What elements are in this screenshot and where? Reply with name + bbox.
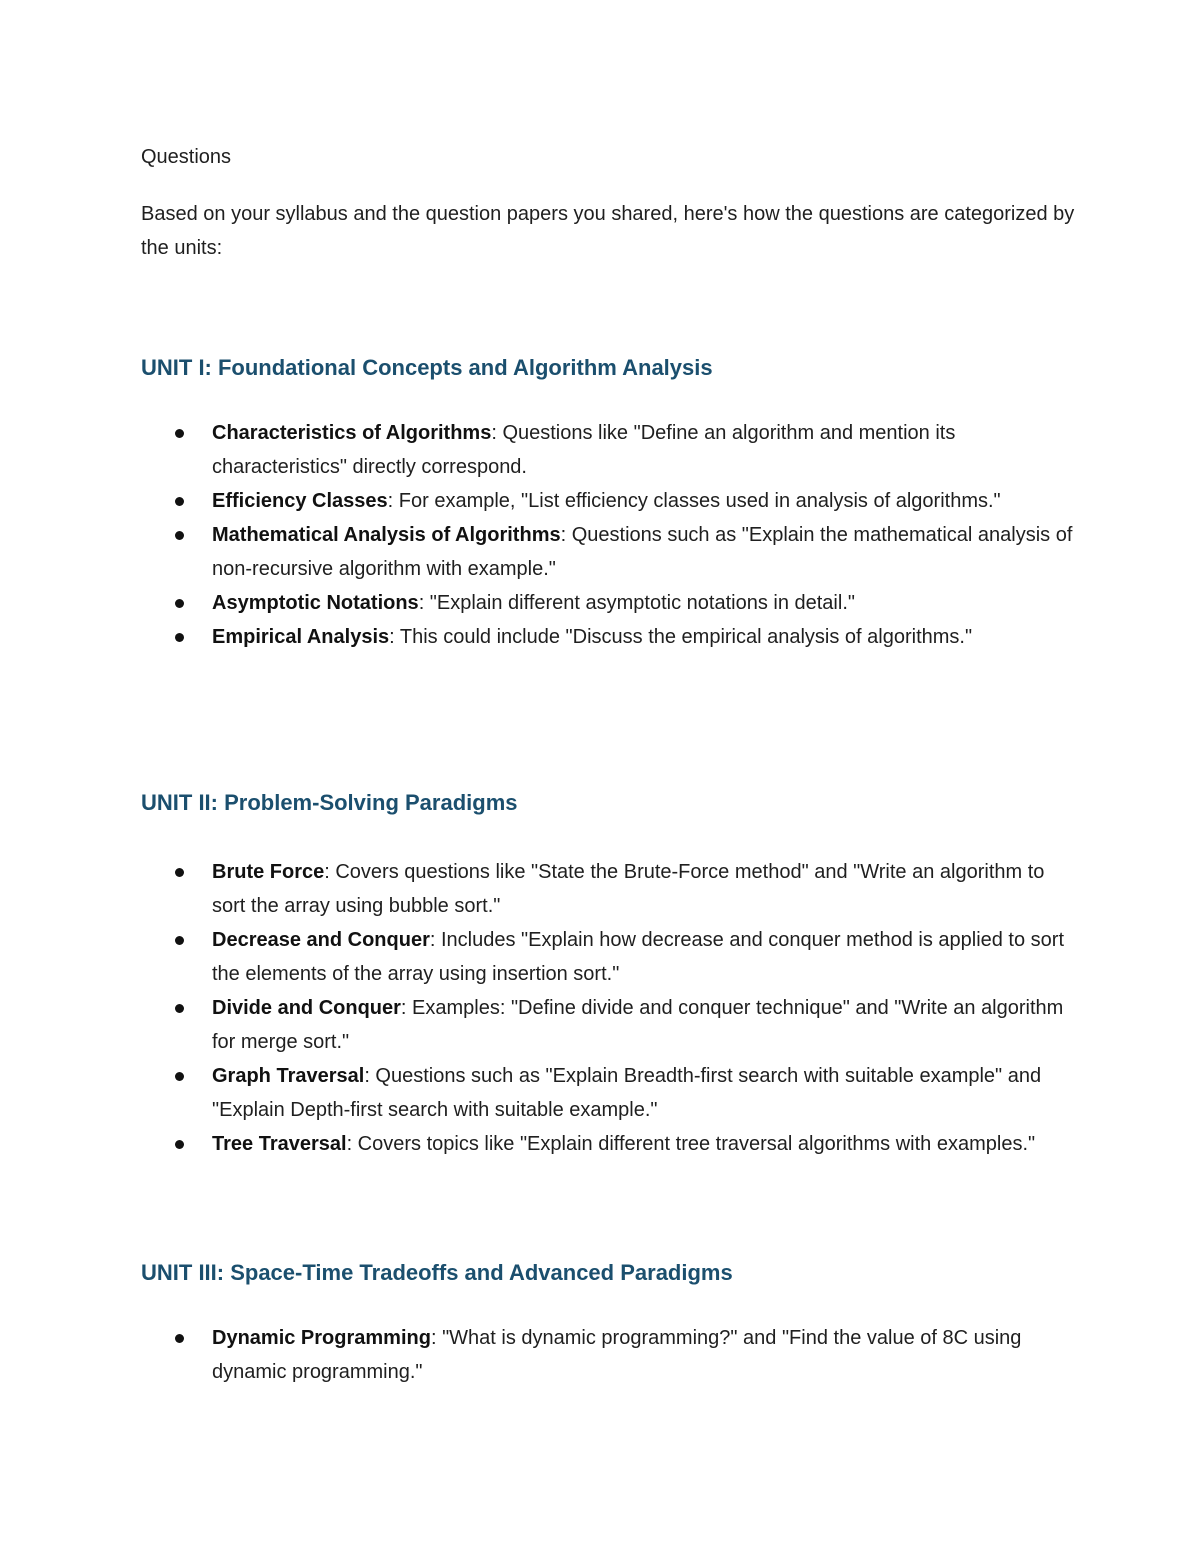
item-term: Tree Traversal [212,1133,347,1155]
unit-3-section [141,1258,1081,1389]
bullet-icon [175,868,184,877]
unit-1-section [141,353,1081,654]
bullet-icon [175,1072,184,1081]
unit-heading: UNIT II: Problem-Solving Paradigms [141,790,518,815]
item-text: : Includes "Explain how decrease and conquer method is applied to sort the elements of the array using insertion sort." [212,929,1065,985]
unit-heading: UNIT I: Foundational Concepts and Algorithm Analysis [141,355,713,380]
bullet-icon [175,633,184,642]
list-item [141,855,1081,923]
list-item [141,1321,1081,1389]
item-text: : Questions like "Define an algorithm and mention its characteristics" directly correspond. [212,422,956,478]
intro-paragraph: Based on your syllabus and the question papers you shared, here's how the questions are categorized by the units: [141,203,1075,259]
item-term: Efficiency Classes [212,490,388,512]
item-text: : Covers questions like "State the Brute-Force method" and "Write an algorithm to sort the array using bubble sort." [212,861,1045,917]
unit-heading: UNIT III: Space-Time Tradeoffs and Advanced Paradigms [141,1260,733,1285]
list-item [141,416,1081,484]
bullet-icon [175,497,184,506]
item-text: : Questions such as "Explain the mathematical analysis of non-recursive algorithm with example." [212,524,1073,580]
list-item [141,620,1081,654]
item-term: Mathematical Analysis of Algorithms [212,524,561,546]
list-item [141,1127,1081,1161]
list-item [141,991,1081,1059]
document-title: Questions [141,146,232,168]
bullet-icon [175,1004,184,1013]
item-text: : This could include "Discuss the empirical analysis of algorithms." [389,626,973,648]
item-term: Characteristics of Algorithms [212,422,492,444]
list-item [141,923,1081,991]
bullet-icon [175,429,184,438]
item-text: : For example, "List efficiency classes used in analysis of algorithms." [387,490,1001,512]
item-term: Dynamic Programming [212,1327,431,1349]
bullet-list [141,855,1081,1161]
bullet-list [141,416,1081,654]
list-item [141,1059,1081,1127]
list-item [141,484,1081,518]
bullet-icon [175,1140,184,1149]
item-term: Empirical Analysis [212,626,390,648]
bullet-icon [175,1334,184,1343]
item-text: : Covers topics like "Explain different tree traversal algorithms with examples." [346,1133,1036,1155]
bullet-icon [175,531,184,540]
unit-2-section [141,788,1081,1161]
item-text: : "What is dynamic programming?" and "Find the value of 8C using dynamic programming." [212,1327,1022,1383]
list-item [141,518,1081,586]
list-item [141,586,1081,620]
item-term: Asymptotic Notations [212,592,419,614]
bullet-list [141,1321,1081,1389]
item-term: Graph Traversal [212,1065,365,1087]
bullet-icon [175,599,184,608]
item-term: Divide and Conquer [212,997,401,1019]
item-text: : Questions such as "Explain Breadth-first search with suitable example" and "Explain Depth-first search with suitable example." [212,1065,1042,1121]
item-text: : "Explain different asymptotic notations in detail." [418,592,855,614]
bullet-icon [175,936,184,945]
item-text: : Examples: "Define divide and conquer technique" and "Write an algorithm for merge sort." [212,997,1064,1053]
item-term: Brute Force [212,861,325,883]
item-term: Decrease and Conquer [212,929,430,951]
